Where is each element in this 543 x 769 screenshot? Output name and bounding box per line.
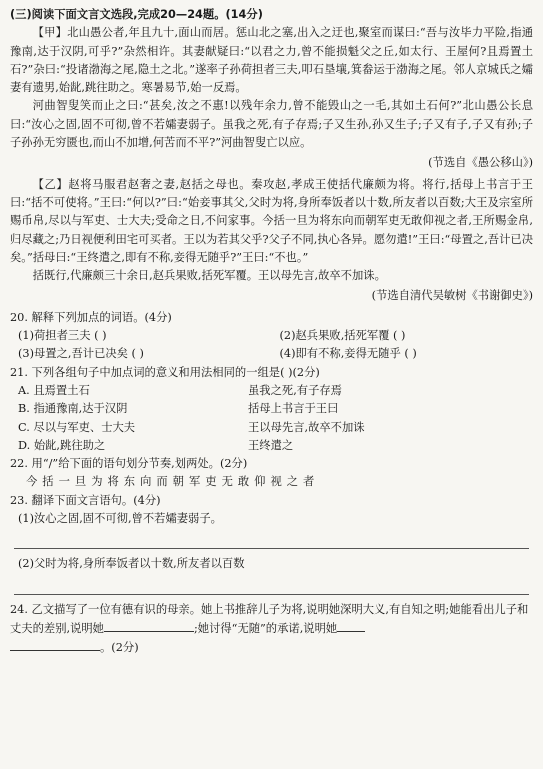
q21-d-right: 王终遣之 <box>248 438 294 452</box>
question-20-items <box>10 327 533 345</box>
q21-b-left: B. 指通豫南,达于汉阴 <box>18 402 128 416</box>
q21-option-b <box>10 400 533 418</box>
passage-jia-para-1: 【甲】北山愚公者,年且九十,面山而居。惩山北之塞,出入之迂也,聚室而谋曰:“吾与汝毕力平险,指通豫南,达于汉阴,可乎?”杂然相许。其妻献疑曰:“以君之力,曾不能损魁父之丘,如太行、王屋何?且焉置土石?”杂曰:“投诸渤海之尾,隐土之北。”遂率子孙荷担者三夫,叩石垦壤,箕畚运于渤海之尾。邻人京城氏之孀妻有遗男,始龀,跳往助之。寒暑易节,始一反焉。 <box>10 26 533 95</box>
question-20-stem: 20. 解释下列加点的词语。(4分) <box>10 310 172 324</box>
question-24 <box>10 601 533 658</box>
q20-item-3: (3)母置之,吾计已决矣 ( ) <box>18 347 144 361</box>
question-22-sentence: 今括一旦为将东向而朝军吏无敢仰视之者 <box>26 475 320 489</box>
passage-jia-para-2: 河曲智叟笑而止之曰:“甚矣,汝之不惠!以残年余力,曾不能毁山之一毛,其如土石何?”北山愚公长息曰:“汝心之固,固不可彻,曾不若孀妻弱子。虽我之死,有子存焉;子又生孙,孙又生子;子又有子,子又有孙;子子孙孙无穷匮也,而山不加增,何苦而不平?”河曲智叟亡以应。 <box>10 99 533 150</box>
q24-blank-2a[interactable] <box>337 619 365 632</box>
passage-yi-para-1: 【乙】赵将马服君赵奢之妻,赵括之母也。秦攻赵,孝成王使括代廉颇为将。将行,括母上书言于王曰:“括不可使将。”王曰:“何以?”曰:“始妾事其父,父时为将,身所奉饭者以十数,所友者以百数;大王及宗室所赐币帛,尽以与军吏、士大夫;受命之日,不问家事。今括一旦为将东向而朝军吏无敢仰视之者,王所赐金帛,归尽藏之;乃日视便利田宅可买者。王以为若其父乎?父子不同,执心各异。愿勿遣!”王曰:“母置之,吾计已决矣。”括母曰:“王终遣之,即有不称,妾得无随乎?”王曰:“不也。” <box>10 177 533 264</box>
section-title: (三)阅读下面文言文选段,完成20—24题。(14分) <box>10 8 263 21</box>
q24-part-1: 24. 乙文描写了一位有德有识的母亲。她上书推辞儿子为将,说明她深明大义,有自知之明;她能看出儿子和丈夫的差别,说明她 <box>10 602 529 635</box>
q21-option-a <box>10 382 533 400</box>
q21-option-c <box>10 419 533 437</box>
question-22-stem: 22. 用“/”给下面的语句划分节奏,划两处。(2分) <box>10 457 248 471</box>
passage-yi-source: (节选自清代吴敏树《书谢御史》) <box>371 289 533 303</box>
q23-item-1: (1)汝心之固,固不可彻,曾不若孀妻弱子。 <box>18 512 222 526</box>
q21-b-right: 括母上书言于王曰 <box>248 402 339 416</box>
question-23-stem: 23. 翻译下面文言语句。(4分) <box>10 493 161 507</box>
q20-item-1: (1)荷担者三夫 ( ) <box>18 329 107 343</box>
q21-d-left: D. 始龀,跳往助之 <box>18 438 106 452</box>
q24-blank-2b[interactable] <box>10 638 100 651</box>
passage-jia-source: (节选自《愚公移山》) <box>428 156 533 170</box>
q21-c-right: 王以母先言,故卒不加诛 <box>248 420 365 434</box>
q21-a-right: 虽我之死,有子存焉 <box>248 383 342 397</box>
q21-option-d <box>10 437 533 455</box>
q24-blank-1[interactable] <box>104 619 194 632</box>
q23-answer-line-2[interactable] <box>14 576 529 595</box>
q20-item-2: (2)赵兵果败,括死军覆 ( ) <box>279 329 406 343</box>
q21-c-left: C. 尽以与军吏、士大夫 <box>18 420 136 434</box>
q23-answer-line-1[interactable] <box>14 530 529 549</box>
q24-part-2: ;她讨得“无随”的承诺,说明她 <box>193 621 338 635</box>
question-20-items-b <box>10 345 533 363</box>
q24-part-3: 。(2分) <box>100 641 139 655</box>
passage-yi-para-2: 括既行,代廉颇三十余日,赵兵果败,括死军覆。王以母先言,故卒不加诛。 <box>32 269 386 283</box>
q21-a-left: A. 且焉置土石 <box>18 383 90 397</box>
question-21-stem: 21. 下列各组句子中加点词的意义和用法相同的一组是( )(2分) <box>10 365 320 379</box>
q23-item-2: (2)父时为将,身所奉饭者以十数,所友者以百数 <box>18 557 245 571</box>
q20-item-4: (4)即有不称,妾得无随乎 ( ) <box>279 347 417 361</box>
